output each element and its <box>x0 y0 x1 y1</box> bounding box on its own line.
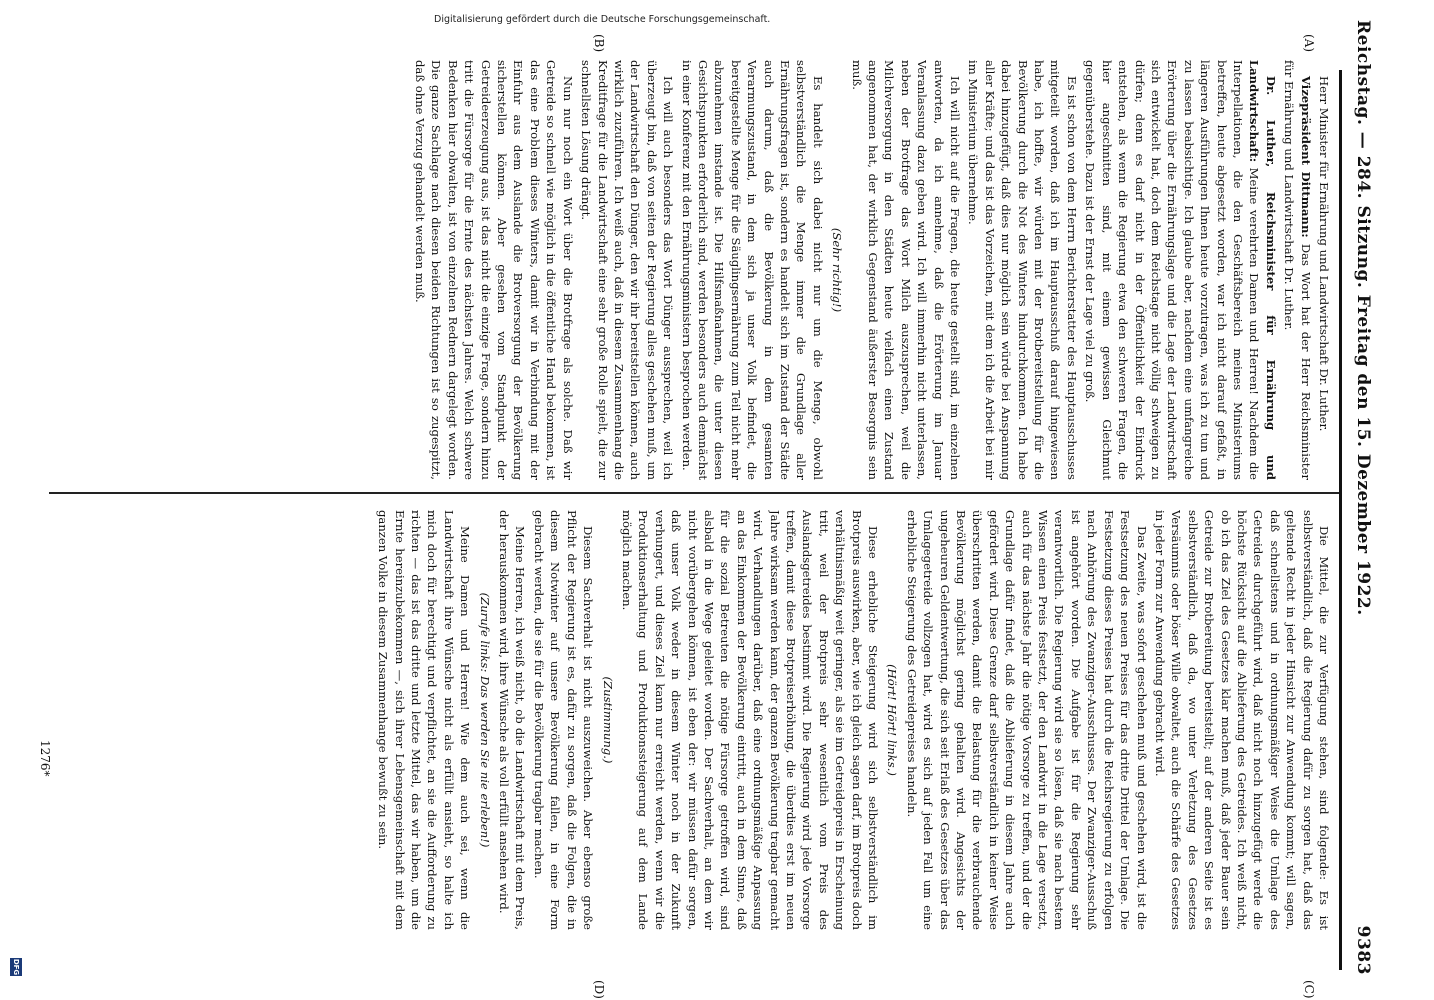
margin-mark-a: (A) <box>1302 34 1316 53</box>
paragraph-text: Diese erhebliche Steigerung wird sich selbstverständlich im Brotpreis auswirken, aber, wie ich gleich sagen darf, im Brotpreis doch verhältnismäßig weit geringer, als sie im Getreidepreis in Erscheinung tritt, weil der Brotpreis sehr wesentlich vom Preis des Auslandsgetreides bestimmt wird. Die Regierung wird jede Vorsorge treffen, damit diese Brotpreiserhöhung, die überdies erst im neuen Jahre wirksam werden kann, der ganzen Bevölkerung tragbar gemacht wird. Verhandlungen darüber, daß eine ordnungsmäßige Anpassung an das Einkommen der Bevölkerung eintritt, auch in dem Sinne, daß für die sozial Betreuten die nötige Fürsorge getroffen wird, sind alsbald in die Wege geleitet worden. Der Sachverhalt, an dem wir nicht vorübergehen können, ist eben der: wir müssen dafür sorgen, daß unser Volk weder in diesem Winter noch in der Zukunft verhungert, und dieses Ziel kann nur erreicht werden, wenn wir die Produktionserhaltung und Produktionssteigerung auf dem Lande möglich machen. <box>619 510 881 930</box>
paragraph <box>496 510 529 930</box>
left-column <box>62 60 1332 480</box>
paragraph-text: Meine Herren, ich weiß nicht, ob die Landwirtschaft mit dem Preis, der herauskommen wird, ihre Wünsche als voll erfüllt ansehen wird. <box>497 510 528 930</box>
paragraph-text: Es ist schon von dem Herrn Berichterstatter des Hauptausschusses mitgeteilt worden, daß ich im Hauptausschuß darauf hingewiesen habe, ich hoffte, wir würden mit der Brotbereitstellung für die Bevölkerung durch die Not des Winters hindurchkommen. Ich habe dabei hinzugefügt, daß dies nur möglich sein würde bei Anspannung aller Kräfte; und das ist das Vorzeichen, mit dem ich die Arbeit bei mir im Ministerium übernehme. <box>966 60 1079 480</box>
interjection: (Sehr richtig!) <box>830 227 845 313</box>
paragraph-text: Nun nur noch ein Wort über die Brotfrage als solche. Daß wir Getreide so schnell wie möglich in die öffentliche Hand bekommen, ist das eine Problem dieses Winters, damit wir in Verbindung mit der Einfuhr aus dem Auslande die Brotversorgung der Bevölkerung sicherstellen können. Aber gesehen vom Standpunkt der Getreideerzeugung aus, ist das nicht die einzige Frage, sondern hinzu tritt die Fürsorge für die Ernte des nächsten Jahres. Welch schwere Bedenken hier obwalten, ist von einzelnen Rednern dargelegt worden. Die ganze Sachlage nach diesen beiden Richtungen ist so zugespitzt, daß ohne Verzug gehandelt werden muß. <box>413 60 575 480</box>
paragraph <box>1281 60 1314 480</box>
paragraph <box>678 60 826 480</box>
paragraph-text: Es handelt sich dabei nicht nur um die Menge, obwohl selbstverständlich die Menge immer die Grundlage aller Ernährungsfragen ist, sondern es handelt sich im Zustand der Städte auch darum, daß die Bevölkerung in dem gesamten Verarmungszustand, in dem sich ja unser Volk befindet, die bereitgestellte Menge für die Säuglingsernährung zum Teil nicht mehr abzunehmen imstande ist. Die Hilfsmaßnahmen, die unter diesen Gesichtspunkten erforderlich sind, werden besonders auch demnächst in einer Konferenz mit den Ernährungsministern besprochen werden. <box>679 60 825 480</box>
paragraph <box>965 60 1080 480</box>
paragraph <box>619 510 882 930</box>
column-divider <box>49 492 1339 494</box>
speaker-name: Vizepräsident Dittmann: <box>1298 76 1313 238</box>
paragraph-text: Ich will auch besonders das Wort Dünger aussprechen, weil ich überzeugt bin, daß von seiten der Regierung alles geschehen muß, um der Landwirtschaft den Dünger, den wir ihr bereitstellen können, auch wirklich zuzuführen. Ich weiß auch, daß in diesem Zusammenhang die Kreditfrage für die Landwirtschaft eine sehr große Rolle spielt, die zur schnellsten Lösung drängt. <box>579 60 676 480</box>
header-title: Reichstag. — 284. Sitzung. Freitag den 15. Dezember 1922. <box>1353 20 1373 616</box>
right-column <box>62 510 1332 930</box>
paragraph <box>531 510 597 930</box>
interjection: (Hört! Hört! links.) <box>885 664 900 776</box>
page-header <box>1347 20 1379 975</box>
paragraph-text: Ich will nicht auf die Fragen, die heute gestellt sind, im einzelnen antworten, da ich annehme, daß die Erörterung im Januar Veranlassung dazu geben wird. Ich will immerhin nicht unterlassen, neben der Brotfrage das Wort Milch auszusprechen, weil die Milchversorgung in den Städten heute vielfach einen Zustand angenommen hat, der wirklich Gegenstand äußerster Besorgnis sein muß. <box>849 60 963 480</box>
dfg-logo-icon: DFG <box>12 958 20 976</box>
margin-mark-d: (D) <box>592 980 606 999</box>
paragraph-text: Die Mittel, die zur Verfügung stehen, sind folgende: Es ist selbstverständlich, daß die Regierung dafür zu sorgen hat, daß das geltende Recht in jeder Hinsicht zur Anwendung kommt; will sagen, daß schnellstens und in ordnungsmäßiger Weise die Umlage des Getreides durchgeführt wird, daß nicht noch hinzugefügt werde die höchste Rücksicht auf die Ablieferung des Getreides. Ich weiß nicht, ob ich das Ziel des Gesetzes klar machen muß, daß jeder Bauer sein Getreide zur Brotbereitung bereitstellt; auf der anderen Seite ist es selbstverständlich, daß da, wo unter Verletzung des Gesetzes Versäumnis oder böser Wille obwaltet, auch die Schärfe des Gesetzes in jeder Form zur Anwendung gebracht wird. <box>1152 510 1331 930</box>
margin-mark-b: (B) <box>592 34 606 53</box>
paragraph <box>1082 60 1279 480</box>
speaker-name: Dr. Luther, Reichsminister für Ernährung und Landwirtschaft: <box>1247 60 1278 480</box>
paragraph-text: Herr Minister für Ernährung und Landwirtschaft Dr. Luther. <box>1317 76 1331 432</box>
paragraph <box>412 60 576 480</box>
funding-note <box>8 2 771 28</box>
paragraph <box>578 60 676 480</box>
paragraph <box>903 510 1149 930</box>
paragraph-text: Das Wort hat der Herr Reichsminister für Ernährung und Landwirtschaft Dr. Luther. <box>1282 60 1313 480</box>
interjection: (Zustimmung.) <box>600 676 615 764</box>
sheet-number: 1276* <box>38 740 52 777</box>
header-page-number: 9383 <box>1353 925 1373 975</box>
funding-note-text: Digitalisierung gefördert durch die Deutsche Forschungsgemeinschaft. <box>434 14 771 25</box>
paragraph <box>375 510 473 930</box>
interjection: (Zurufe links: Das werden Sie nie erleben!) <box>477 592 492 848</box>
paragraph-text: Diesem Sachverhalt ist nicht auszuweichen. Aber ebenso große Pflicht der Regierung ist es, dafür zu sorgen, daß die Folgen, die in diesem Notwinter auf unsere Bevölkerung fallen, in eine Form gebracht werden, die sie für die Bevölkerung tragbar machen. <box>531 510 596 930</box>
paragraph <box>1152 510 1332 930</box>
paragraph-text: Meine verehrten Damen und Herren! Nachdem die Interpellationen, die den Geschäftsbereich meines Ministeriums betreffen, heute abgesetzt worden, war ich nicht darauf gefaßt, in längeren Ausführungen Ihnen heute vorzutragen, was ich zu tun und zu lassen beabsichtige. Ich glaube aber, nachdem eine umfangreiche Erörterung über die Ernährungslage und die Lage der Landwirtschaft sich entwickelt hat, doch dem Reichstage nicht völlig schweigen zu dürfen; denn es darf nicht in der Öffentlichkeit der Eindruck entstehen, als wenn die Regierung etwa den schweren Fragen, die hier angeschnitten sind, mit einem gewissen Gleichmut gegenüberstehe. Dazu ist der Ernst der Lage viel zu groß. <box>1083 60 1262 480</box>
header-rule <box>1339 70 1342 970</box>
paragraph <box>848 60 963 480</box>
paragraph <box>1316 60 1332 480</box>
margin-mark-c: (C) <box>1302 980 1316 999</box>
paragraph-text: Meine Damen und Herren! Wie dem auch sei, wenn die Landwirtschaft ihre Wünsche nicht als erfüllt ansieht, so halte ich mich doch für berechtigt und verpflichtet, an sie die Aufforderung zu richten — das ist das dritte und letzte Mittel, das wir haben, um die Ernte hereinzubekommen —, sich ihrer Lebensgemeinschaft mit dem ganzen Volke in diesem Zusammenhange bewußt zu sein. <box>376 510 473 930</box>
paragraph-text: Das Zweite, was sofort geschehen muß und geschehen wird, ist die Festsetzung des neuen Preises für das dritte Drittel der Umlage. Die Festsetzung dieses Preises hat durch die Reichsregierung zu erfolgen nach Anhörung des Zwanziger-Ausschusses. Der Zwanziger-Ausschuß ist angehört worden. Die Aufgabe ist für die Regierung sehr verantwortlich. Die Regierung wird sie so lösen, daß sie nach bestem Wissen einen Preis festsetzt, der den Landwirt in die Lage versetzt, auch für das nächste Jahr die nötige Vorsorge zu treffen, und der die Grundlage dafür findet, daß die Ablieferung in diesem Jahre auch gefördert wird. Diese Grenze darf selbstverständlich in keiner Weise überschritten werden, damit die Belastung für die verbrauchende Bevölkerung möglichst gering gehalten wird. Angesichts der ungeheuren Geldentwertung, die sich seit Erlaß des Gesetzes über das Umlagegetreide vollzogen hat, wird es sich auf jeden Fall um eine erhebliche Steigerung des Getreidepreises handeln. <box>904 510 1149 930</box>
